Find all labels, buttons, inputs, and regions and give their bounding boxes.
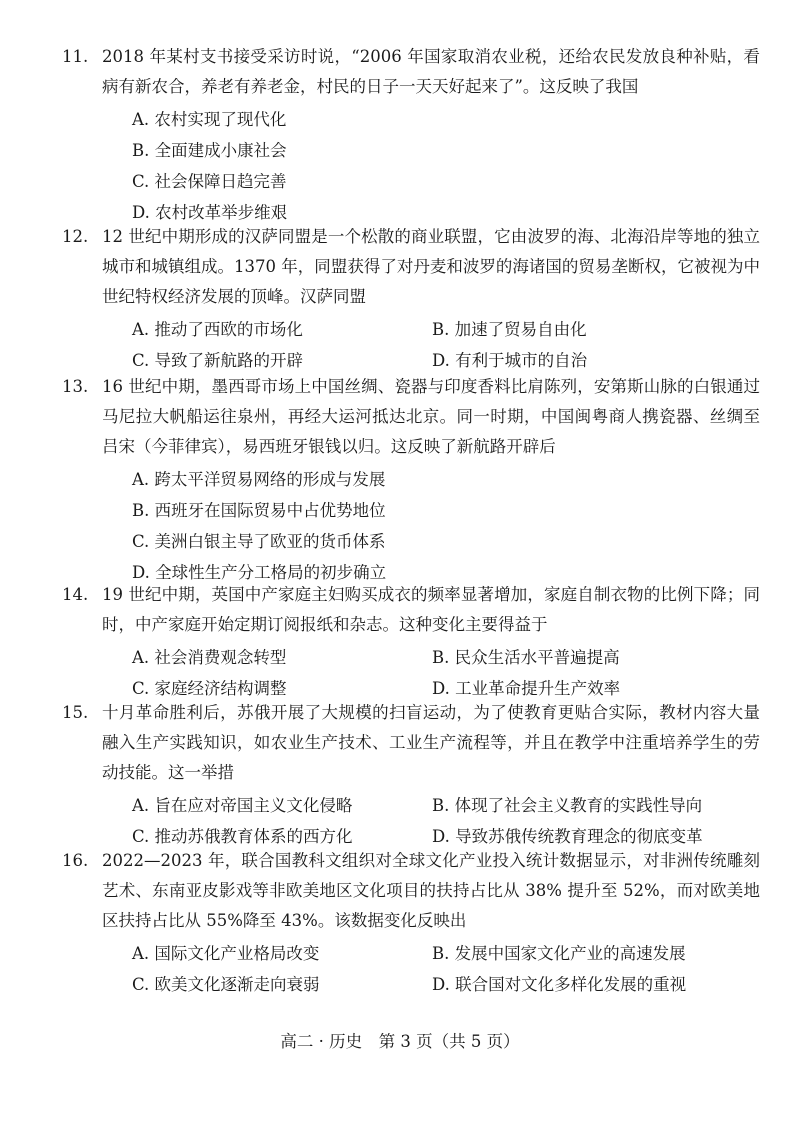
- option-d: D. 联合国对文化多样化发展的重视: [432, 975, 687, 994]
- question-13: [62, 372, 760, 588]
- option-c: C. 家庭经济结构调整: [132, 679, 287, 698]
- option-a: A. 旨在应对帝国主义文化侵略: [132, 796, 353, 815]
- question-16: [62, 846, 760, 1000]
- question-stem: 2018 年某村支书接受采访时说，“2006 年国家取消农业税，还给农民发放良种补贴，看病有新农合，养老有养老金，村民的日子一天天好起来了”。这反映了我国: [102, 47, 760, 96]
- option-a: A. 农村实现了现代化: [132, 110, 287, 129]
- question-stem: 2022—2023 年，联合国教科文组织对全球文化产业投入统计数据显示，对非洲传统雕刻艺术、东南亚皮影戏等非欧美地区文化项目的扶持占比从 38% 提升至 52%，而对欧美地区扶持占比从 55%降至 43%。该数据变化反映出: [102, 851, 760, 930]
- option-a: A. 推动了西欧的市场化: [132, 320, 303, 339]
- option-c: C. 社会保障日趋完善: [132, 172, 287, 191]
- option-b: B. 民众生活水平普遍提高: [432, 648, 620, 667]
- option-a: A. 社会消费观念转型: [132, 648, 287, 667]
- option-c: C. 欧美文化逐渐走向衰弱: [132, 975, 320, 994]
- question-number: 12.: [62, 227, 89, 246]
- question-number: 11.: [62, 47, 89, 66]
- page-footer: 高二 · 历史 第 3 页（共 5 页）: [280, 1032, 520, 1051]
- question-number: 15.: [62, 703, 89, 722]
- options-grid: [132, 642, 760, 704]
- options-list: [132, 104, 760, 228]
- question-stem: 十月革命胜利后，苏俄开展了大规模的扫盲运动，为了使教育更贴合实际，教材内容大量融入生产实践知识，如农业生产技术、工业生产流程等，并且在教学中注重培养学生的劳动技能。这一举措: [102, 703, 760, 782]
- question-15: [62, 698, 760, 852]
- option-d: D. 农村改革举步维艰: [132, 203, 288, 222]
- question-12: [62, 222, 760, 376]
- question-stem: 12 世纪中期形成的汉萨同盟是一个松散的商业联盟，它由波罗的海、北海沿岸等地的独立城市和城镇组成。1370 年，同盟获得了对丹麦和波罗的海诸国的贸易垄断权，它被视为中世纪特权经济发展的顶峰。汉萨同盟: [102, 227, 760, 306]
- option-d: D. 导致苏俄传统教育理念的彻底变革: [432, 827, 703, 846]
- option-d: D. 全球性生产分工格局的初步确立: [132, 563, 387, 582]
- options-grid: [132, 938, 760, 1000]
- options-list: [132, 464, 760, 588]
- option-b: B. 发展中国家文化产业的高速发展: [432, 944, 686, 963]
- options-grid: [132, 314, 760, 376]
- question-11: [62, 42, 760, 228]
- option-c: C. 推动苏俄教育体系的西方化: [132, 827, 353, 846]
- option-a: A. 国际文化产业格局改变: [132, 944, 320, 963]
- option-c: C. 美洲白银主导了欧亚的货币体系: [132, 532, 386, 551]
- option-a: A. 跨太平洋贸易网络的形成与发展: [132, 470, 386, 489]
- question-14: [62, 580, 760, 704]
- option-d: D. 有利于城市的自治: [432, 351, 588, 370]
- option-b: B. 加速了贸易自由化: [432, 320, 587, 339]
- question-number: 14.: [62, 585, 89, 604]
- option-c: C. 导致了新航路的开辟: [132, 351, 304, 370]
- options-grid: [132, 790, 760, 852]
- question-number: 13.: [62, 377, 89, 396]
- option-d: D. 工业革命提升生产效率: [432, 679, 621, 698]
- option-b: B. 体现了社会主义教育的实践性导向: [432, 796, 703, 815]
- option-b: B. 全面建成小康社会: [132, 141, 287, 160]
- option-b: B. 西班牙在国际贸易中占优势地位: [132, 501, 386, 520]
- question-stem: 16 世纪中期，墨西哥市场上中国丝绸、瓷器与印度香料比肩陈列，安第斯山脉的白银通过马尼拉大帆船运往泉州，再经大运河抵达北京。同一时期，中国闽粤商人携瓷器、丝绸至吕宋（今菲律宾），易西班牙银钱以归。这反映了新航路开辟后: [102, 377, 760, 456]
- question-stem: 19 世纪中期，英国中产家庭主妇购买成衣的频率显著增加，家庭自制衣物的比例下降；同时，中产家庭开始定期订阅报纸和杂志。这种变化主要得益于: [102, 585, 760, 634]
- question-number: 16.: [62, 851, 89, 870]
